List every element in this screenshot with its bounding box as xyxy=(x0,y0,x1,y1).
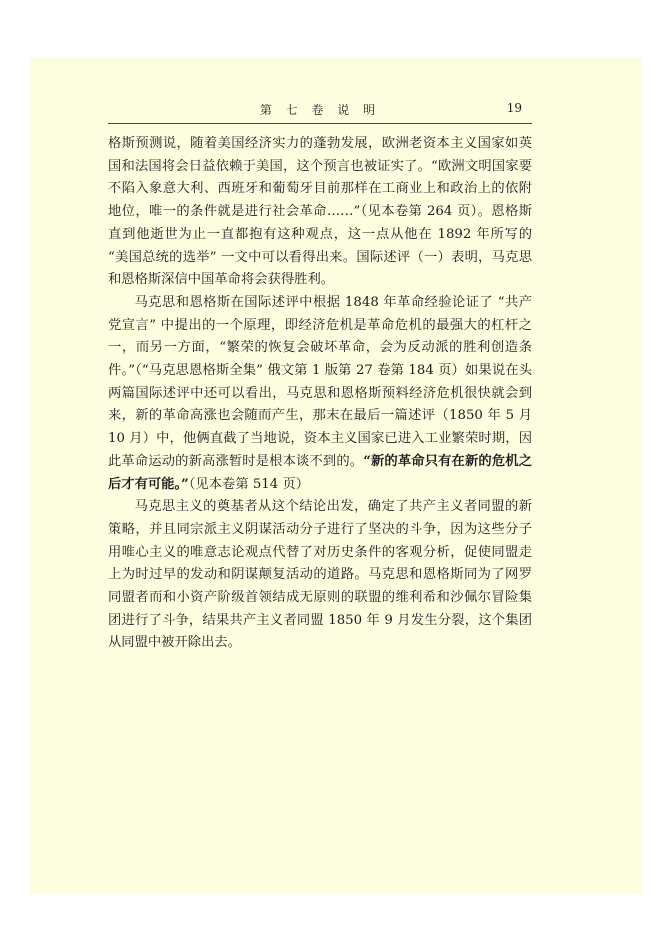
header-title: 第 七 卷 说 明 xyxy=(259,103,381,117)
page-number: 19 xyxy=(506,101,522,115)
running-header xyxy=(108,101,532,119)
header-rule xyxy=(108,123,532,124)
paragraph-2 xyxy=(108,292,532,496)
paragraph-2-bold-quote: “新的革命只有在新的危机之后才有可能。” xyxy=(108,453,533,492)
paragraph-2-text: 马克思和恩格斯在国际述评中根据 1848 年革命经验论证了 “共产党宣言” 中提出的一个原理，即经济危机是革命危机的最强大的杠杆之一，而另一方面，“繁荣的恢复会破坏革命，会为反动派的胜利创造条件。”（“马克思恩格斯全集” 俄文第 1 版第 27 卷第 184 页）如果说在头两篇国际述评中还可以看出，马克思和恩格斯预料经济危机很快就会到来，新的革命高涨也会随而产生，那末在最后一篇述评（1850 年 5 月 10 月）中，他俩直截了当地说，资本主义国家已进入工业繁荣时期，因此革命运动的新高涨暂时是根本谈不到的。 xyxy=(108,294,532,469)
paragraph-1 xyxy=(108,133,532,292)
paragraph-3 xyxy=(108,496,532,655)
paragraph-3-text: 马克思主义的奠基者从这个结论出发，确定了共产主义者同盟的新策略，并且同宗派主义阴谋活动分子进行了坚决的斗争，因为这些分子用唯心主义的唯意志论观点代替了对历史条件的客观分析，促使同盟走上为时过早的发动和阴谋颠复活动的道路。马克思和恩格斯同为了网罗同盟者而和小资产阶级首领结成无原则的联盟的维利希和沙佩尔冒险集团进行了斗争，结果共产主义者同盟 1850 年 9 月发生分裂，这个集团从同盟中被开除出去。 xyxy=(108,499,532,651)
body-text xyxy=(108,133,532,655)
paragraph-1-text: 格斯预测说，随着美国经济实力的蓬勃发展，欧洲老资本主义国家如英国和法国将会日益依赖于美国，这个预言也被证实了。“欧洲文明国家要不陷入象意大利、西班牙和葡萄牙目前那样在工商业上和政治上的依附地位，唯一的条件就是进行社会革命……”（见本卷第 264 页）。恩格斯直到他逝世为止一直都抱有这种观点，这一点从他在 1892 年所写的 “美国总统的选举” 一文中可以看得出来。国际述评（一）表明，马克思和恩格斯深信中国革命将会获得胜利。 xyxy=(108,136,532,288)
paragraph-2-citation: （见本卷第 514 页） xyxy=(188,476,310,492)
